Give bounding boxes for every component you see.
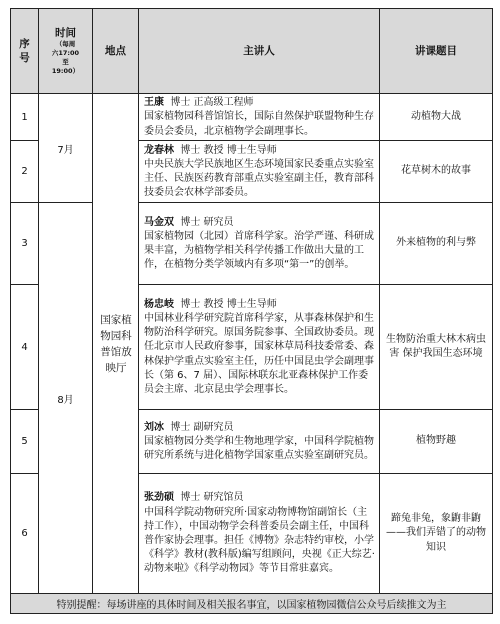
speaker-bio: 中央民族大学民族地区生态环境国家民委重点实验室主任、民族医药教育部重点实验室副主任，教育部科技委员会农林学部委员。 xyxy=(144,158,374,199)
speaker-name: 杨忠岐 xyxy=(144,298,174,310)
header-time-note-1: （每周 xyxy=(55,40,76,48)
speaker-name: 马金双 xyxy=(144,216,174,228)
header-time-label: 时间 xyxy=(55,27,76,39)
header-time xyxy=(39,9,93,94)
speaker-title: 博士 教授 博士生导师 xyxy=(180,298,277,310)
header-time-note-3: 至 xyxy=(62,58,69,66)
row-no: 2 xyxy=(11,141,39,203)
table-row xyxy=(11,203,493,285)
speaker-title: 博士 研究员 xyxy=(180,216,234,228)
speaker-bio: 国家植物园（北园）首席科学家。治学严谨、科研成果丰富，为植物学相关科学传播工作做出大量的工作，在植物分类学领域内有多项“第一”的创举。 xyxy=(144,230,374,271)
row-no: 5 xyxy=(11,410,39,474)
header-row xyxy=(11,9,493,94)
row-no: 1 xyxy=(11,94,39,141)
speaker-cell xyxy=(139,285,380,410)
topic-cell: 外来植物的利与弊 xyxy=(380,203,493,285)
speaker-cell xyxy=(139,474,380,594)
topic-cell: 植物野趣 xyxy=(380,410,493,474)
footer-note: 特别提醒：每场讲座的具体时间及相关报名事宜，以国家植物园微信公众号后续推文为主 xyxy=(11,594,493,614)
speaker-cell xyxy=(139,410,380,474)
speaker-title: 博士 研究馆员 xyxy=(180,492,244,504)
speaker-name: 龙春林 xyxy=(144,144,174,156)
row-no: 3 xyxy=(11,203,39,285)
speaker-name: 刘冰 xyxy=(144,421,164,433)
speaker-name: 王康 xyxy=(144,97,164,109)
speaker-cell xyxy=(139,203,380,285)
speaker-bio: 中国林业科学研究院首席科学家，从事森林保护和生物防治科学研究。原国务院参事、全国政协委员。现任北京市人民政府参事，国家林草局科技委常委、森林保护学重点实验室主任，历任中国昆虫学会副理事长（第 6、7 届）、国际林联东北亚森林保护工作委员会主席、北京昆虫学会理事长。 xyxy=(144,312,374,395)
schedule-wrapper xyxy=(10,8,492,614)
footer-row xyxy=(11,594,493,614)
speaker-title: 博士 正高级工程师 xyxy=(170,97,254,109)
row-no: 4 xyxy=(11,285,39,410)
topic-cell: 生物防治重大林木病虫害 保护我国生态环境 xyxy=(380,285,493,410)
header-speaker: 主讲人 xyxy=(139,9,380,94)
speaker-bio: 中国科学院动物研究所·国家动物博物馆副馆长（主持工作），中国动物学会科普委员会副主任，中国科普作家协会理事。担任《博物》杂志特约审校，小学《科学》教材(教科版)编写组顾问，央视《正大综艺·动物来啦》《科学动物园》等节目常驻嘉宾。 xyxy=(144,506,375,575)
row-no: 6 xyxy=(11,474,39,594)
speaker-cell xyxy=(139,94,380,141)
topic-cell: 花草树木的故事 xyxy=(380,141,493,203)
lecture-schedule-table xyxy=(10,8,493,614)
speaker-bio: 国家植物园科普馆馆长，国际自然保护联盟物种生存委员会委员，北京植物学会副理事长。 xyxy=(144,111,374,137)
speaker-cell xyxy=(139,141,380,203)
header-time-note-4: 19:00） xyxy=(51,67,80,75)
month-july: 7月 xyxy=(39,94,93,203)
header-time-note-2: 六17:00 xyxy=(51,49,80,57)
topic-cell: 动植物大战 xyxy=(380,94,493,141)
speaker-bio: 国家植物园分类学和生物地理学家，中国科学院植物研究所系统与进化植物学国家重点实验室副研究员。 xyxy=(144,435,374,462)
header-no: 序号 xyxy=(11,9,39,94)
header-location: 地点 xyxy=(93,9,139,94)
header-topic: 讲课题目 xyxy=(380,9,493,94)
speaker-title: 博士 副研究员 xyxy=(170,421,234,433)
table-row xyxy=(11,94,493,141)
location-text: 国家植物园科普馆放映厅 xyxy=(100,313,132,374)
month-august: 8月 xyxy=(39,203,93,594)
speaker-name: 张劲硕 xyxy=(144,492,174,504)
speaker-title: 博士 教授 博士生导师 xyxy=(180,144,277,156)
topic-cell: 蹄兔非兔，象鼩非鼩——我们弄错了的动物知识 xyxy=(380,474,493,594)
location-cell xyxy=(93,94,139,594)
